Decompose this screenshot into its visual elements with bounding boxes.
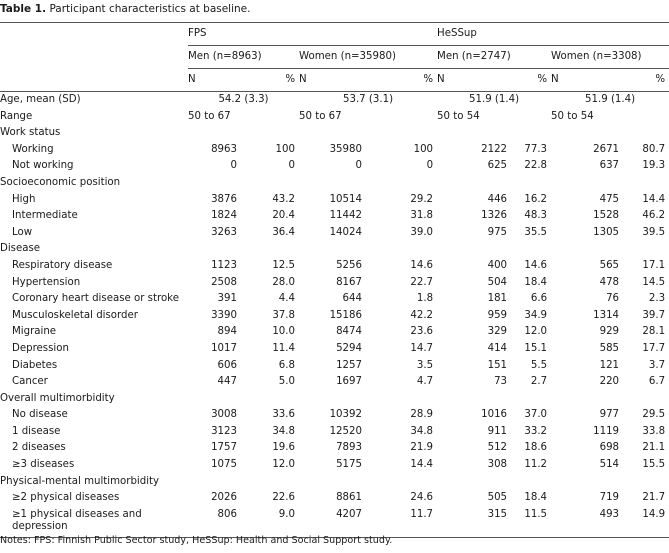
row-label: No disease	[12, 409, 68, 421]
column-header-row	[0, 69, 669, 92]
cell: 51.9 (1.4)	[585, 94, 636, 105]
cell: 911	[487, 425, 508, 437]
cell: 22.8	[524, 160, 548, 172]
cell: 35980	[329, 143, 362, 155]
cell: 3008	[211, 409, 237, 421]
cell: 50 to 67	[188, 110, 231, 122]
cell: 5.5	[530, 359, 548, 371]
row-label: Migraine	[12, 326, 57, 338]
cell: 181	[487, 293, 508, 305]
table-row	[0, 507, 669, 538]
caption-label: Table 1.	[0, 3, 47, 15]
cell: 14.5	[642, 276, 666, 288]
cell: 37.0	[524, 409, 548, 421]
cell: 1.8	[416, 293, 434, 305]
cell: 21.7	[642, 492, 666, 504]
cell: 29.2	[410, 193, 434, 205]
cell: 51.9 (1.4)	[469, 94, 520, 105]
cell: 1075	[211, 459, 237, 471]
cell: 1123	[211, 259, 237, 271]
cell: 478	[599, 276, 620, 288]
subgroup-label: Men (n=2747)	[437, 46, 551, 69]
cell: 3.7	[648, 359, 666, 371]
row-label: Age, mean (SD)	[0, 94, 81, 105]
cell: 19.6	[272, 442, 295, 454]
cell: 14.7	[410, 342, 434, 354]
cell: 15.1	[524, 342, 548, 354]
cell: 29.5	[642, 409, 666, 421]
cell: 39.0	[410, 226, 434, 238]
cell: 446	[487, 193, 508, 205]
participant-table	[0, 22, 669, 538]
cell: 959	[487, 309, 508, 321]
table-row	[0, 225, 669, 242]
col-n-header: N	[551, 69, 619, 92]
col-pct-header: %	[507, 69, 551, 92]
cell: 929	[599, 326, 620, 338]
cell: 6.7	[648, 376, 666, 388]
cell: 2122	[481, 143, 508, 155]
cell: 10392	[329, 409, 362, 421]
cell: 391	[217, 293, 237, 305]
cell: 80.7	[642, 143, 666, 155]
cell: 22.7	[410, 276, 434, 288]
col-n-header: N	[188, 69, 237, 92]
table-row	[0, 358, 669, 375]
cell: 2.3	[648, 293, 666, 305]
group-label: FPS	[188, 23, 437, 46]
cell: 17.1	[642, 259, 666, 271]
cell: 39.5	[642, 226, 666, 238]
col-pct-header: %	[619, 69, 669, 92]
row-label: High	[12, 193, 36, 205]
cell: 8861	[336, 492, 362, 504]
row-label: Musculoskeletal disorder	[12, 309, 138, 321]
row-label: Cancer	[12, 376, 48, 388]
cell: 1314	[593, 309, 620, 321]
cell: 505	[487, 492, 508, 504]
cell: 50 to 54	[437, 110, 480, 122]
cell: 12.0	[272, 459, 295, 471]
cell: 33.8	[642, 425, 666, 437]
cell: 806	[188, 507, 237, 538]
col-pct-header: %	[237, 69, 299, 92]
table-row	[0, 158, 669, 175]
cell: 329	[487, 326, 508, 338]
cell: 33.6	[272, 409, 295, 421]
cell: 19.3	[642, 160, 666, 172]
cell: 50 to 54	[551, 110, 594, 122]
cell: 24.6	[410, 492, 434, 504]
cell: 1257	[336, 359, 362, 371]
table-row	[0, 291, 669, 308]
cell: 1528	[593, 210, 620, 222]
section-title: Physical-mental multimorbidity	[0, 475, 160, 487]
cell: 23.6	[410, 326, 434, 338]
cell: 698	[599, 442, 620, 454]
cell: 0	[426, 160, 434, 172]
cell: 977	[599, 409, 620, 421]
col-pct-header: %	[362, 69, 437, 92]
cell: 975	[487, 226, 508, 238]
cell: 11.7	[362, 507, 437, 538]
cell: 15.5	[642, 459, 666, 471]
cell: 8474	[336, 326, 362, 338]
cell: 220	[599, 376, 620, 388]
subgroup-label: Men (n=8963)	[188, 46, 299, 69]
cell: 894	[217, 326, 237, 338]
subgroup-label: Women (n=35980)	[299, 46, 437, 69]
table-row	[0, 424, 669, 441]
row-label: ≥3 diseases	[12, 459, 75, 471]
table-row	[0, 407, 669, 424]
cell: 9.0	[237, 507, 299, 538]
table-row	[0, 192, 669, 209]
cell: 6.6	[530, 293, 548, 305]
table-notes: Notes: FPS: Finnish Public Sector study, HeSSup: Health and Social Support study.	[0, 535, 393, 546]
section-title: Disease	[0, 243, 41, 255]
cell: 100	[275, 143, 295, 155]
cell: 14.6	[410, 259, 434, 271]
cell: 53.7 (3.1)	[342, 94, 394, 105]
age-row	[0, 92, 669, 109]
cell: 1824	[211, 210, 237, 222]
table-row	[0, 308, 669, 325]
cell: 18.4	[524, 492, 548, 504]
cell: 42.2	[410, 309, 434, 321]
cell: 34.8	[272, 425, 295, 437]
row-label: Depression	[12, 342, 69, 354]
cell: 308	[487, 459, 508, 471]
cell: 565	[599, 259, 620, 271]
cell: 400	[487, 259, 508, 271]
table-row	[0, 142, 669, 159]
cell: 11.4	[272, 342, 295, 354]
table-row	[0, 374, 669, 391]
row-label: Hypertension	[12, 276, 81, 288]
table-row	[0, 341, 669, 358]
cell: 77.3	[524, 143, 548, 155]
cell: 585	[599, 342, 620, 354]
section-header-row	[0, 391, 669, 408]
section-title: Socioeconomic position	[0, 176, 121, 188]
cell: 17.7	[642, 342, 666, 354]
table-row	[0, 457, 669, 474]
section-header-row	[0, 175, 669, 192]
cell: 43.2	[272, 193, 295, 205]
cell: 36.4	[272, 226, 295, 238]
cell: 14.4	[642, 193, 666, 205]
col-n-header: N	[437, 69, 507, 92]
row-label: ≥1 physical diseases and depression	[0, 507, 188, 538]
cell: 50 to 67	[299, 110, 342, 122]
caption-text: Participant characteristics at baseline.	[49, 3, 251, 15]
cell: 2.7	[530, 376, 548, 388]
cell: 28.0	[272, 276, 295, 288]
row-label: Intermediate	[12, 210, 78, 222]
cell: 21.9	[410, 442, 434, 454]
cell: 14.4	[410, 459, 434, 471]
row-label: Respiratory disease	[12, 259, 113, 271]
row-label: Coronary heart disease or stroke	[12, 293, 179, 305]
cell: 512	[487, 442, 508, 454]
cell: 35.5	[524, 226, 548, 238]
cell: 719	[599, 492, 620, 504]
cell: 10514	[329, 193, 362, 205]
cell: 5256	[336, 259, 362, 271]
cell: 11.2	[524, 459, 548, 471]
table-row	[0, 275, 669, 292]
cell: 18.4	[524, 276, 548, 288]
cell: 3263	[211, 226, 237, 238]
cell: 12520	[329, 425, 362, 437]
cell: 54.2 (3.3)	[218, 94, 269, 105]
table-row	[0, 440, 669, 457]
subgroup-header-row	[0, 46, 669, 69]
cell: 5294	[336, 342, 362, 354]
cell: 14.9	[619, 507, 669, 538]
cell: 22.6	[272, 492, 295, 504]
cell: 1305	[593, 226, 620, 238]
table-row	[0, 490, 669, 507]
cell: 606	[217, 359, 237, 371]
cell: 514	[599, 459, 620, 471]
row-label: Not working	[12, 160, 74, 172]
cell: 637	[599, 160, 620, 172]
table-row	[0, 324, 669, 341]
table-row	[0, 208, 669, 225]
cell: 625	[487, 160, 508, 172]
cell: 3390	[211, 309, 237, 321]
cell: 1697	[336, 376, 362, 388]
cell: 33.2	[524, 425, 548, 437]
cell: 76	[606, 293, 620, 305]
cell: 3876	[211, 193, 237, 205]
cell: 20.4	[272, 210, 295, 222]
col-n-header: N	[299, 69, 362, 92]
cell: 8167	[336, 276, 362, 288]
cell: 4.4	[278, 293, 295, 305]
cell: 6.8	[278, 359, 295, 371]
section-header-row	[0, 474, 669, 491]
table-row	[0, 258, 669, 275]
table-caption	[0, 3, 250, 15]
cell: 34.8	[410, 425, 434, 437]
cell: 2671	[593, 143, 620, 155]
cell: 504	[487, 276, 508, 288]
cell: 34.9	[524, 309, 548, 321]
cell: 28.9	[410, 409, 434, 421]
cell: 447	[217, 376, 237, 388]
cell: 0	[288, 160, 295, 172]
cell: 31.8	[410, 210, 434, 222]
cell: 73	[494, 376, 508, 388]
cell: 0	[355, 160, 362, 172]
cell: 2508	[211, 276, 237, 288]
cell: 1016	[481, 409, 508, 421]
subgroup-label: Women (n=3308)	[551, 46, 669, 69]
cell: 37.8	[272, 309, 295, 321]
cell: 15186	[329, 309, 362, 321]
cell: 1326	[481, 210, 508, 222]
cell: 11.5	[507, 507, 551, 538]
cell: 475	[599, 193, 620, 205]
cell: 46.2	[642, 210, 666, 222]
section-title: Work status	[0, 127, 61, 139]
cell: 4207	[299, 507, 362, 538]
cell: 12.5	[272, 259, 295, 271]
cell: 100	[413, 143, 434, 155]
cell: 12.0	[524, 326, 548, 338]
cell: 1757	[211, 442, 237, 454]
row-label: 2 diseases	[12, 442, 66, 454]
cell: 414	[487, 342, 508, 354]
cell: 121	[599, 359, 620, 371]
cell: 5.0	[278, 376, 295, 388]
cell: 3.5	[416, 359, 434, 371]
cell: 14024	[329, 226, 362, 238]
cell: 48.3	[524, 210, 548, 222]
cell: 2026	[211, 492, 237, 504]
group-label: HeSSup	[437, 23, 669, 46]
cell: 3123	[211, 425, 237, 437]
row-label: Working	[12, 143, 54, 155]
section-header-row	[0, 241, 669, 258]
cell: 39.7	[642, 309, 666, 321]
cell: 315	[437, 507, 507, 538]
cell: 0	[230, 160, 237, 172]
section-title: Overall multimorbidity	[0, 392, 115, 404]
cell: 493	[551, 507, 619, 538]
cell: 1119	[593, 425, 620, 437]
row-label: Range	[0, 110, 33, 122]
cell: 1017	[211, 342, 237, 354]
cell: 644	[342, 293, 362, 305]
cell: 16.2	[524, 193, 548, 205]
row-label: Low	[12, 226, 33, 238]
section-header-row	[0, 125, 669, 142]
cell: 14.6	[524, 259, 548, 271]
group-header-row	[0, 23, 669, 46]
cell: 8963	[211, 143, 237, 155]
cell: 21.1	[642, 442, 666, 454]
cell: 151	[487, 359, 508, 371]
cell: 7893	[336, 442, 362, 454]
row-label: ≥2 physical diseases	[12, 492, 120, 504]
row-label: Diabetes	[12, 359, 58, 371]
cell: 5175	[336, 459, 362, 471]
cell: 18.6	[524, 442, 548, 454]
cell: 10.0	[272, 326, 295, 338]
cell: 4.7	[416, 376, 434, 388]
range-row	[0, 109, 669, 126]
cell: 11442	[329, 210, 362, 222]
row-label: 1 disease	[12, 425, 61, 437]
cell: 28.1	[642, 326, 666, 338]
